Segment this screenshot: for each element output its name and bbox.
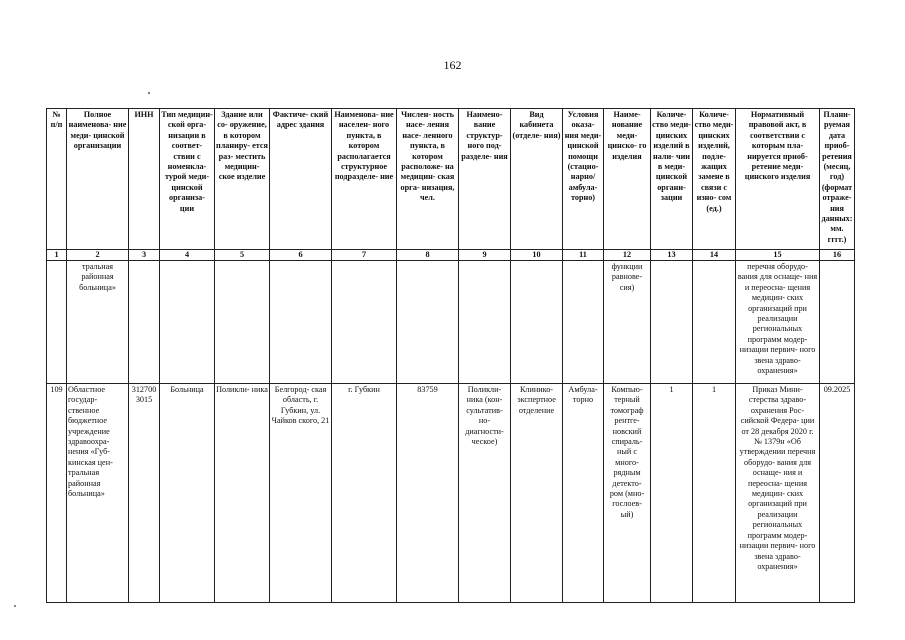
address-cell: Белгород- ская область, г. Губкин, ул. Чайков ского, 21 <box>270 384 332 603</box>
table-cell <box>820 261 855 384</box>
table-cell <box>215 261 270 384</box>
table-header-row <box>47 109 855 250</box>
table-cell: перечня оборудо- вания для оснаще- ния и переосна- щения медицин- ских организаций при реализации региональных программ модер- низации первич- ного звена здраво- охранения» <box>736 261 820 384</box>
table-cell <box>397 261 459 384</box>
column-number: 12 <box>604 250 651 261</box>
column-number: 16 <box>820 250 855 261</box>
header-cell: № п/п <box>47 109 67 250</box>
header-cell: Нормативный правовой акт, в соответствии с которым пла- нируется приоб- ретение меди- цинского изделия <box>736 109 820 250</box>
table-cell <box>459 261 511 384</box>
column-number: 2 <box>67 250 129 261</box>
table-cell <box>129 261 160 384</box>
legal-act-cell: Приказ Мини- стерства здраво- охранения Рос- сийской Федера- ции от 28 декабря 2020 г. № 1379н «Об утверждении перечня оборудо- вания для оснаще- ния и переосна- щения медицин- ских организаций при реализации региональных программ модер- низации первич- ного звена здраво- охранения» <box>736 384 820 603</box>
table-cell <box>47 261 67 384</box>
table-cell: функции равнове- сия) <box>604 261 651 384</box>
scan-speck <box>148 92 150 94</box>
table-cell <box>693 261 736 384</box>
device-name-cell: Компью- терный томограф рентге- новский спираль- ный с много- рядным детекто- ром (мно- гослоев- ый) <box>604 384 651 603</box>
table-cell: тральная районная больница» <box>67 261 129 384</box>
table-cell <box>332 261 397 384</box>
table-cell <box>511 261 563 384</box>
header-cell: Наименова- ние населен- ного пункта, в котором располагается структурное подразделе- ние <box>332 109 397 250</box>
column-number: 7 <box>332 250 397 261</box>
equipment-table <box>46 108 855 603</box>
purchase-date-cell: 09.2025 <box>820 384 855 603</box>
subdivision-cell: Поликли- ника (кон- сультатив- но- диагности- ческое) <box>459 384 511 603</box>
organization-name-cell: Областное государ- ственное бюджетное учреждение здравоохра- нения «Губ- кинская цен- тральная районная больница» <box>67 384 129 603</box>
header-cell: Наимено- вание структур- ного под- разделе- ния <box>459 109 511 250</box>
column-number-row <box>47 250 855 261</box>
header-cell: Полное наименова- ние меди- цинской организации <box>67 109 129 250</box>
header-cell: ИНН <box>129 109 160 250</box>
header-cell: Плани- руемая дата приоб- ретения (месяц, год) (формат отраже- ния данных: мм. гггг.) <box>820 109 855 250</box>
column-number: 15 <box>736 250 820 261</box>
organization-type-cell: Больница <box>160 384 215 603</box>
department-cell: Клинико- экспертное отделение <box>511 384 563 603</box>
column-number: 11 <box>563 250 604 261</box>
header-cell: Количе- ство меди- цинских изделий в нали- чии в меди- цинской органи- зации <box>651 109 693 250</box>
column-number: 14 <box>693 250 736 261</box>
column-number: 3 <box>129 250 160 261</box>
column-number: 8 <box>397 250 459 261</box>
locality-cell: г. Губкин <box>332 384 397 603</box>
care-conditions-cell: Амбула- торно <box>563 384 604 603</box>
column-number: 1 <box>47 250 67 261</box>
scan-speck <box>14 605 16 607</box>
column-number: 9 <box>459 250 511 261</box>
column-number: 5 <box>215 250 270 261</box>
header-cell: Числен- ность насе- ления насе- ленного пункта, в котором расположе- на медицин- ская орга- низация, чел. <box>397 109 459 250</box>
header-cell: Наиме- нование меди- цинско- го изделия <box>604 109 651 250</box>
header-cell: Здание или со- оружение, в котором планиру- ется раз- местить медицин- ское изделие <box>215 109 270 250</box>
building-cell: Поликли- ника <box>215 384 270 603</box>
table-cell <box>270 261 332 384</box>
table-cell <box>160 261 215 384</box>
table-cell <box>651 261 693 384</box>
inn-cell: 312700 3015 <box>129 384 160 603</box>
header-cell: Количе- ство меди- цинских изделий, подле- жащих замене в связи с изно- сом (ед.) <box>693 109 736 250</box>
table-row <box>47 261 855 384</box>
header-cell: Фактиче- ский адрес здания <box>270 109 332 250</box>
available-count-cell: 1 <box>651 384 693 603</box>
header-cell: Вид кабинета (отделе- ния) <box>511 109 563 250</box>
column-number: 4 <box>160 250 215 261</box>
column-number: 6 <box>270 250 332 261</box>
header-cell: Тип медицин- ской орга- низации в соответ- ствии с номенкла- турой меди- цинской организа- ции <box>160 109 215 250</box>
row-number-cell: 109 <box>47 384 67 603</box>
table-row <box>47 384 855 603</box>
page-number: 162 <box>443 58 462 72</box>
column-number: 13 <box>651 250 693 261</box>
replace-count-cell: 1 <box>693 384 736 603</box>
table-cell <box>563 261 604 384</box>
population-cell: 83759 <box>397 384 459 603</box>
column-number: 10 <box>511 250 563 261</box>
header-cell: Условия оказа- ния меди- цинской помощи (стацио- нарно/ амбула- торно) <box>563 109 604 250</box>
